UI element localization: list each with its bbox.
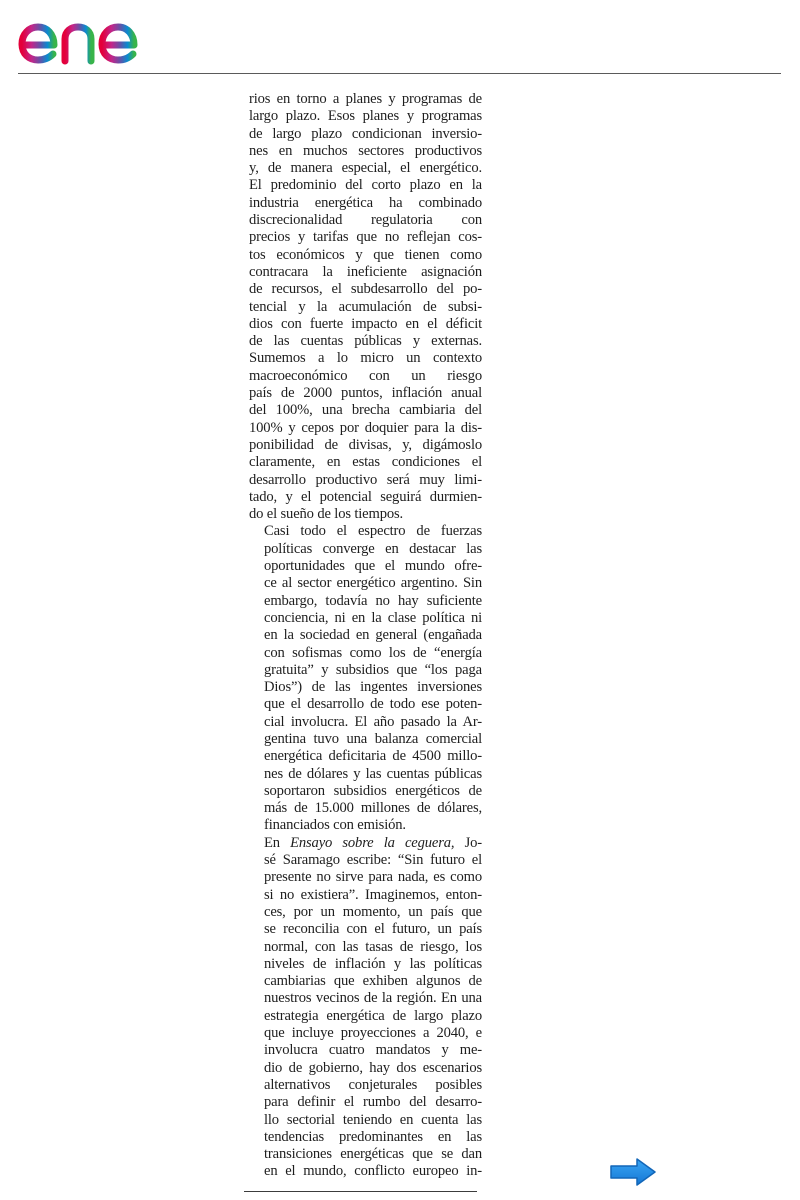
article-line: desarrollo productivo será muy limi-: [249, 471, 482, 488]
article-line: nuestros vecinos de la región. En una: [264, 990, 482, 1007]
article-line: tencial y la acumulación de subsi-: [249, 298, 482, 315]
article-line: do el sueño de los tiempos.: [249, 506, 404, 523]
article-line: más de 15.000 millones de dólares,: [264, 800, 482, 817]
article-line: presente no sirve para nada, es como: [264, 869, 482, 886]
article-line: dios con fuerte impacto en el déficit: [249, 315, 482, 332]
article-line: Casi todo el espectro de fuerzas: [264, 523, 482, 540]
article-line: si no existiera”. Imaginemos, enton-: [264, 886, 482, 903]
article-line: que incluye proyecciones a 2040, e: [264, 1025, 482, 1042]
article-line: de las cuentas públicas y externas.: [249, 333, 482, 350]
article-line: tado, y el potencial seguirá durmien-: [249, 488, 482, 505]
article-line: transiciones energéticas que se dan: [264, 1146, 482, 1163]
article-line: del 100%, una brecha cambiaria del: [249, 402, 482, 419]
article-line: y, de manera especial, el energético.: [249, 160, 482, 177]
article-line: precios y tarifas que no reflejan cos-: [249, 229, 482, 246]
article-line: de recursos, el subdesarrollo del po-: [249, 281, 482, 298]
article-line: niveles de inflación y las políticas: [264, 955, 482, 972]
article-line: energética deficitaria de 4500 millo-: [264, 748, 482, 765]
article-line: rios en torno a planes y programas de: [249, 91, 482, 107]
article-line: en el mundo, conflicto europeo in-: [264, 1163, 482, 1180]
article-line: [249, 835, 482, 852]
article-line: oportunidades que el mundo ofre-: [264, 558, 482, 575]
article-line: contracara la ineficiente asignación: [249, 263, 482, 280]
article-line: conciencia, ni en la clase política ni: [264, 609, 482, 626]
article-line: tos económicos y que tienen como: [249, 246, 482, 263]
article-line: macroeconómico con un riesgo: [249, 367, 482, 384]
article-line: embargo, todavía no hay suficiente: [264, 592, 482, 609]
article-line: tendencias predominantes en las: [264, 1128, 482, 1145]
article-line: sé Saramago escribe: “Sin futuro el: [264, 852, 482, 869]
article-line: financiados con emisión.: [264, 817, 406, 834]
article-line: para definir el rumbo del desarro-: [264, 1094, 482, 1111]
article-line: en la sociedad en general (engañada: [264, 627, 482, 644]
article-line: claramente, en estas condiciones el: [249, 454, 482, 471]
article-line: estrategia energética de largo plazo: [264, 1007, 482, 1024]
article-line: gratuita” y subsidios que “los paga: [264, 661, 482, 678]
article-line: normal, con las tasas de riesgo, los: [264, 938, 482, 955]
article-paragraph-3: [249, 835, 482, 1181]
article-line: involucra cuatro mandatos y me-: [264, 1042, 482, 1059]
article-line: industria energética ha combinado: [249, 194, 482, 211]
header-divider: [18, 73, 781, 74]
article-line: Dios”) de las ingentes inversiones: [264, 679, 482, 696]
article-line: país de 2000 puntos, inflación anual: [249, 385, 482, 402]
article-line: alternativos conjeturales posibles: [264, 1076, 482, 1093]
article-line: dio de gobierno, hay dos escenarios: [264, 1059, 482, 1076]
article-line: cial involucra. El año pasado la Ar-: [264, 713, 482, 730]
book-title: Ensayo sobre la ceguera,: [290, 834, 455, 851]
article-line: con sofismas como los de “energía: [264, 644, 482, 661]
article-line: gentina tuvo una balanza comercial: [264, 730, 482, 747]
article-line: El predominio del corto plazo en la: [249, 177, 482, 194]
article-line: ces, por un momento, un país que: [264, 903, 482, 920]
article-line: 100% y cepos por doquier para la dis-: [249, 419, 482, 436]
article-line: nes de dólares y las cuentas públicas: [264, 765, 482, 782]
article-line: políticas converge en destacar las: [264, 540, 482, 557]
article-line: se reconcilia con el futuro, un país: [264, 921, 482, 938]
arrow-right-icon[interactable]: [608, 1156, 658, 1188]
article-line: llo sectorial teniendo en cuenta las: [264, 1111, 482, 1128]
article-line: de largo plazo condicionan inversio-: [249, 125, 482, 142]
article-text: Jo-: [454, 834, 482, 851]
article-line: Sumemos a lo micro un contexto: [249, 350, 482, 367]
article-line: ce al sector energético argentino. Sin: [264, 575, 482, 592]
enel-logo: [18, 4, 183, 66]
article-line: discrecionalidad regulatoria con: [249, 212, 482, 229]
article-line: nes en muchos sectores productivos: [249, 142, 482, 159]
article-column: [249, 91, 482, 1181]
article-line: largo plazo. Esos planes y programas: [249, 108, 482, 125]
article-text: En: [264, 834, 291, 851]
article-paragraph-2: [249, 523, 482, 834]
article-line: ponibilidad de divisas, y, digámoslo: [249, 436, 482, 453]
article-paragraph-1: [249, 91, 482, 523]
article-line: soportaron subsidios energéticos de: [264, 782, 482, 799]
article-line: que el desarrollo de todo ese poten-: [264, 696, 482, 713]
column-bottom-divider: [244, 1191, 477, 1192]
article-line: cambiarias que exhiben algunos de: [264, 973, 482, 990]
